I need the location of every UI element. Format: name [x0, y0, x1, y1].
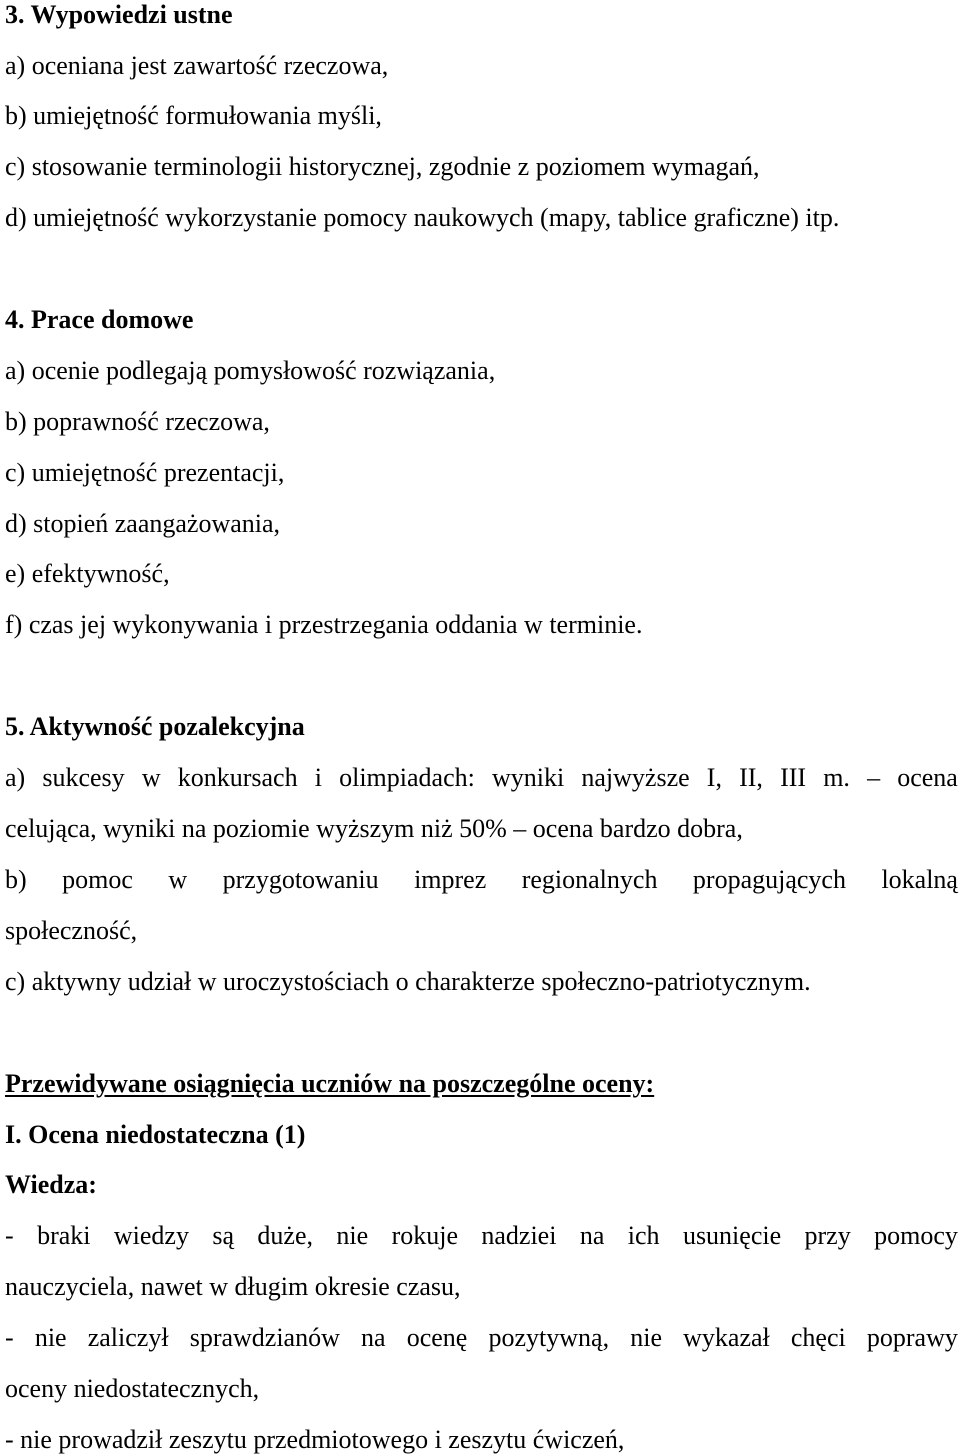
word: b) [5, 865, 27, 894]
word: przygotowaniu [222, 865, 379, 894]
section-5-heading: 5. Aktywność pozalekcyjna [5, 712, 305, 741]
section-5-item-a-line1 [5, 763, 958, 793]
word: III [780, 763, 807, 792]
word: braki [37, 1221, 91, 1250]
word: wykazał [683, 1323, 770, 1352]
word: sprawdzianów [189, 1323, 340, 1352]
knowledge-point-1-line1 [5, 1221, 958, 1251]
word: – [867, 763, 881, 792]
word: pomoc [62, 865, 133, 894]
word: ich [627, 1221, 660, 1250]
word: i [314, 763, 322, 792]
word: regionalnych [521, 865, 658, 894]
section-4-item-d: d) stopień zaangażowania, [5, 509, 281, 538]
section-4-item-f: f) czas jej wykonywania i przestrzegania oddania w terminie. [5, 610, 643, 639]
section-3-item-b: b) umiejętność formułowania myśli, [5, 101, 382, 130]
achievements-heading: Przewidywane osiągnięcia uczniów na poszczególne oceny: [5, 1069, 655, 1098]
word: na [579, 1221, 605, 1250]
word: - [5, 1323, 14, 1352]
word: w [141, 763, 161, 792]
word: nie [336, 1221, 369, 1250]
word: olimpiadach: [339, 763, 475, 792]
section-3-item-d: d) umiejętność wykorzystanie pomocy naukowych (mapy, tablice graficzne) itp. [5, 203, 840, 232]
word: imprez [414, 865, 487, 894]
word: lokalną [881, 865, 958, 894]
word: nie [630, 1323, 662, 1352]
word: wiedzy [113, 1221, 189, 1250]
section-5-item-c: c) aktywny udział w uroczystościach o charakterze społeczno-patriotycznym. [5, 967, 811, 996]
word: propagujących [692, 865, 846, 894]
word: najwyższe [581, 763, 690, 792]
word: a) [5, 763, 26, 792]
knowledge-point-2-line1 [5, 1323, 958, 1353]
knowledge-label: Wiedza: [5, 1170, 97, 1199]
word: - [5, 1221, 14, 1250]
section-3-item-c: c) stosowanie terminologii historycznej, zgodnie z poziomem wymagań, [5, 152, 760, 181]
word: na [361, 1323, 386, 1352]
word: rokuje [391, 1221, 458, 1250]
word: zaliczył [87, 1323, 169, 1352]
word: usunięcie [682, 1221, 782, 1250]
word: są [212, 1221, 235, 1250]
section-3-heading: 3. Wypowiedzi ustne [5, 0, 233, 29]
knowledge-point-3: - nie prowadził zeszytu przedmiotowego i zeszytu ćwiczeń, [5, 1425, 625, 1454]
section-5-item-a-line2: celująca, wyniki na poziomie wyższym niż 50% – ocena bardzo dobra, [5, 814, 743, 843]
word: nie [34, 1323, 67, 1352]
section-4-heading: 4. Prace domowe [5, 305, 194, 334]
word: sukcesy [42, 763, 125, 792]
knowledge-point-2-line2: oceny niedostatecznych, [5, 1374, 260, 1403]
word: m. [823, 763, 850, 792]
word: wyniki [492, 763, 565, 792]
grade-1-heading: I. Ocena niedostateczna (1) [5, 1120, 306, 1149]
word: I, [706, 763, 722, 792]
word: II, [739, 763, 763, 792]
section-4-item-a: a) ocenie podlegają pomysłowość rozwiązania, [5, 356, 496, 385]
word: nadziei [481, 1221, 557, 1250]
section-3-item-a: a) oceniana jest zawartość rzeczowa, [5, 51, 389, 80]
word: przy [804, 1221, 851, 1250]
section-5-item-b-line2: społeczność, [5, 916, 138, 945]
knowledge-point-1-line2: nauczyciela, nawet w długim okresie czasu, [5, 1272, 461, 1301]
word: w [168, 865, 188, 894]
word: pomocy [874, 1221, 958, 1250]
section-4-item-e: e) efektywność, [5, 559, 170, 588]
word: chęci [790, 1323, 846, 1352]
word: pozytywną, [488, 1323, 610, 1352]
word: ocenę [406, 1323, 468, 1352]
section-5-item-b-line1 [5, 865, 958, 895]
section-4-item-b: b) poprawność rzeczowa, [5, 407, 270, 436]
word: poprawy [866, 1323, 958, 1352]
word: ocena [897, 763, 958, 792]
word: duże, [257, 1221, 314, 1250]
section-4-item-c: c) umiejętność prezentacji, [5, 458, 285, 487]
word: konkursach [177, 763, 298, 792]
